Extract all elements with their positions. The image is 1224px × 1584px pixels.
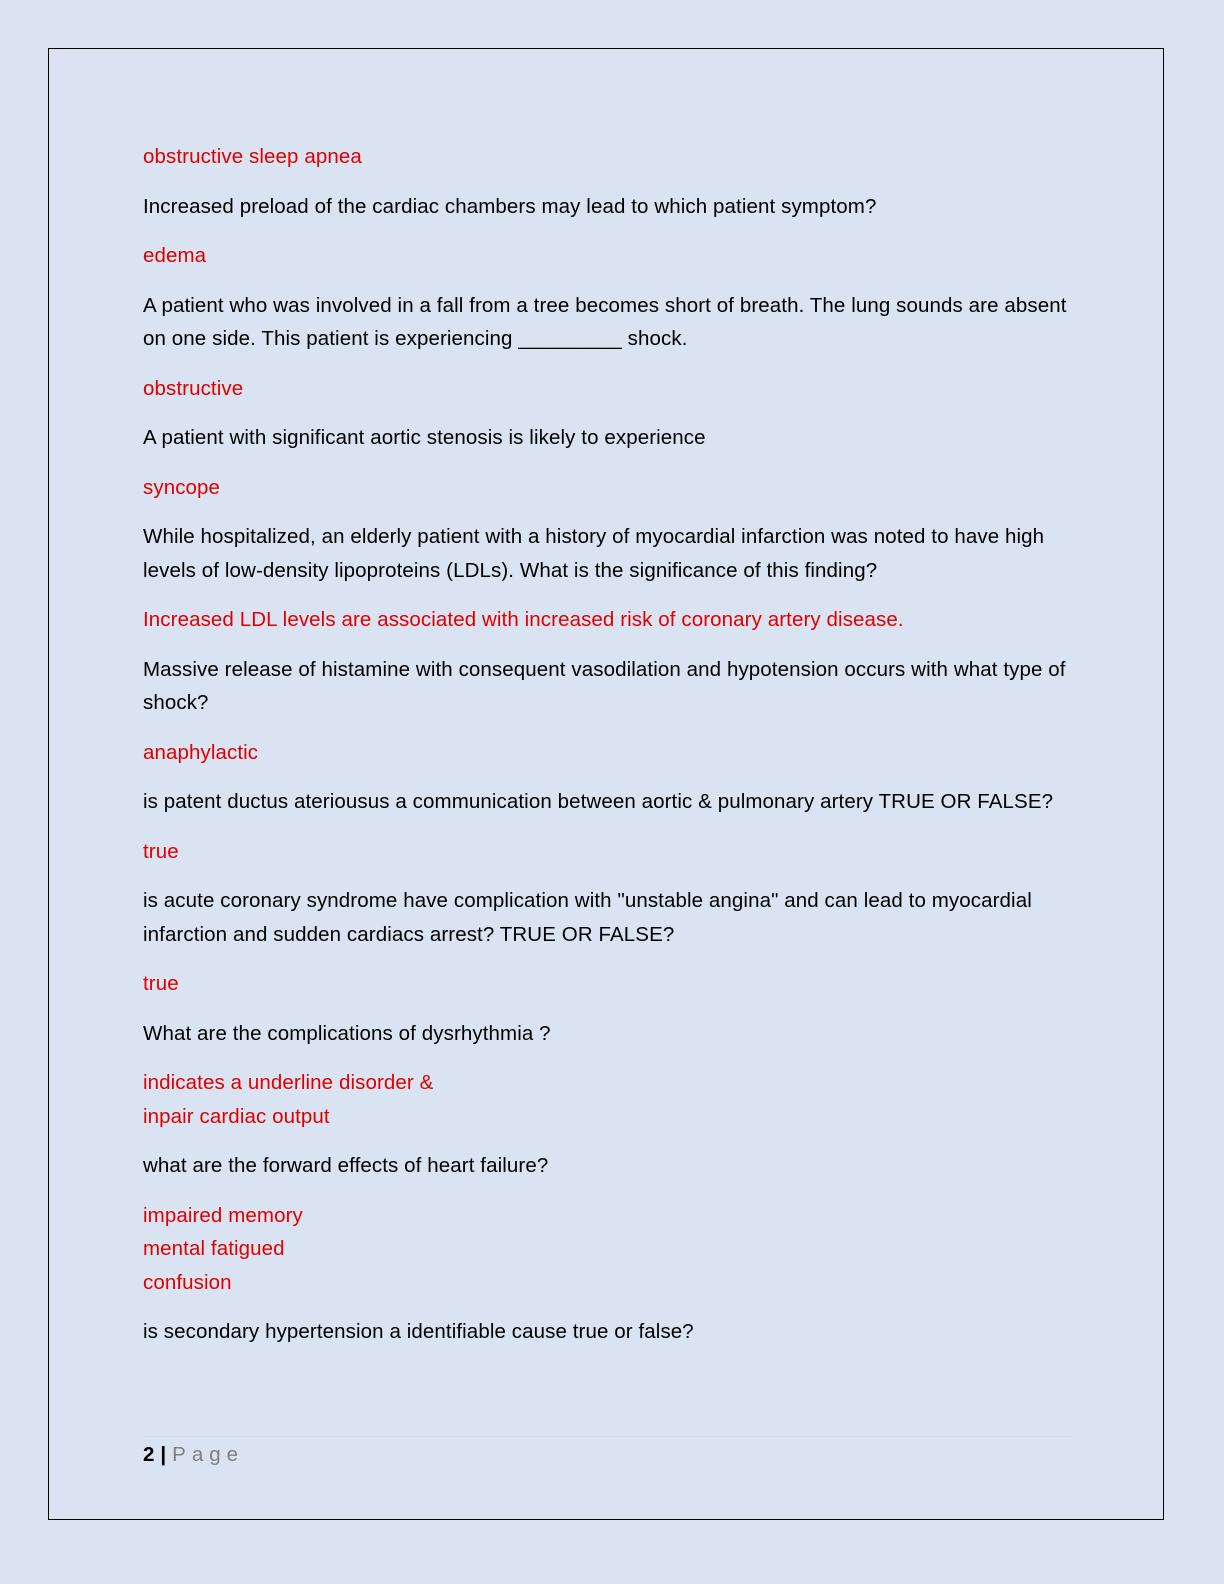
page-label: Page <box>172 1443 245 1466</box>
answer-text <box>143 1066 1073 1133</box>
answer-text <box>143 140 1073 174</box>
question-line: Massive release of histamine with consequent vasodilation and hypotension occurs with what type of shock? <box>143 657 1066 714</box>
answer-text <box>143 372 1073 406</box>
question-line: While hospitalized, an elderly patient with a history of myocardial infarction was noted to have high levels of low-density lipoproteins (LDLs). What is the significance of this finding? <box>143 525 1045 582</box>
answer-text <box>143 471 1073 505</box>
question-text <box>143 1149 1073 1183</box>
answer-line: confusion <box>143 1270 232 1294</box>
question-line: A patient with significant aortic stenosis is likely to experience <box>143 426 706 449</box>
answer-line: obstructive <box>143 376 244 400</box>
question-line: is patent ductus ateriousus a communication between aortic & pulmonary artery TRUE OR FALSE? <box>143 790 1054 813</box>
answer-line: true <box>143 839 179 863</box>
answer-text <box>143 603 1073 637</box>
question-text <box>143 1017 1073 1051</box>
question-text <box>143 785 1073 819</box>
question-text <box>143 653 1073 720</box>
question-text <box>143 884 1073 951</box>
question-text <box>143 289 1073 356</box>
footer-divider <box>143 1436 1073 1437</box>
question-line: what are the forward effects of heart failure? <box>143 1154 549 1177</box>
answer-text <box>143 835 1073 869</box>
answer-text <box>143 736 1073 770</box>
answer-line: obstructive sleep apnea <box>143 145 362 168</box>
question-line: What are the complications of dysrhythmia ? <box>143 1021 551 1045</box>
question-text <box>143 1315 1073 1349</box>
answer-line: syncope <box>143 475 221 499</box>
answer-line: edema <box>143 244 207 267</box>
page-footer <box>143 1438 244 1471</box>
answer-line: indicates a underline disorder & <box>143 1071 434 1094</box>
question-line: Increased preload of the cardiac chambers may lead to which patient symptom? <box>143 194 877 218</box>
answer-text <box>143 967 1073 1001</box>
question-text <box>143 190 1073 224</box>
answer-line: Increased LDL levels are associated with increased risk of coronary artery disease. <box>143 608 904 631</box>
answer-line: impaired memory <box>143 1203 303 1227</box>
document-body <box>143 140 1073 1365</box>
question-text <box>143 520 1073 587</box>
answer-line: inpair cardiac output <box>143 1104 330 1128</box>
question-line: A patient who was involved in a fall from a tree becomes short of breath. The lung sounds are absent on one side. This patient is experiencing _________ shock. <box>143 293 1067 350</box>
question-text <box>143 421 1073 455</box>
answer-line: true <box>143 972 179 995</box>
answer-line: mental fatigued <box>143 1237 285 1260</box>
answer-text <box>143 239 1073 273</box>
footer-separator: | <box>160 1443 167 1466</box>
page-number: 2 <box>143 1443 155 1466</box>
answer-text <box>143 1199 1073 1300</box>
question-line: is acute coronary syndrome have complication with "unstable angina" and can lead to myocardial infarction and sudden cardiacs arrest? TRUE OR FALSE? <box>143 889 1032 946</box>
answer-line: anaphylactic <box>143 740 259 764</box>
question-line: is secondary hypertension a identifiable cause true or false? <box>143 1320 694 1343</box>
